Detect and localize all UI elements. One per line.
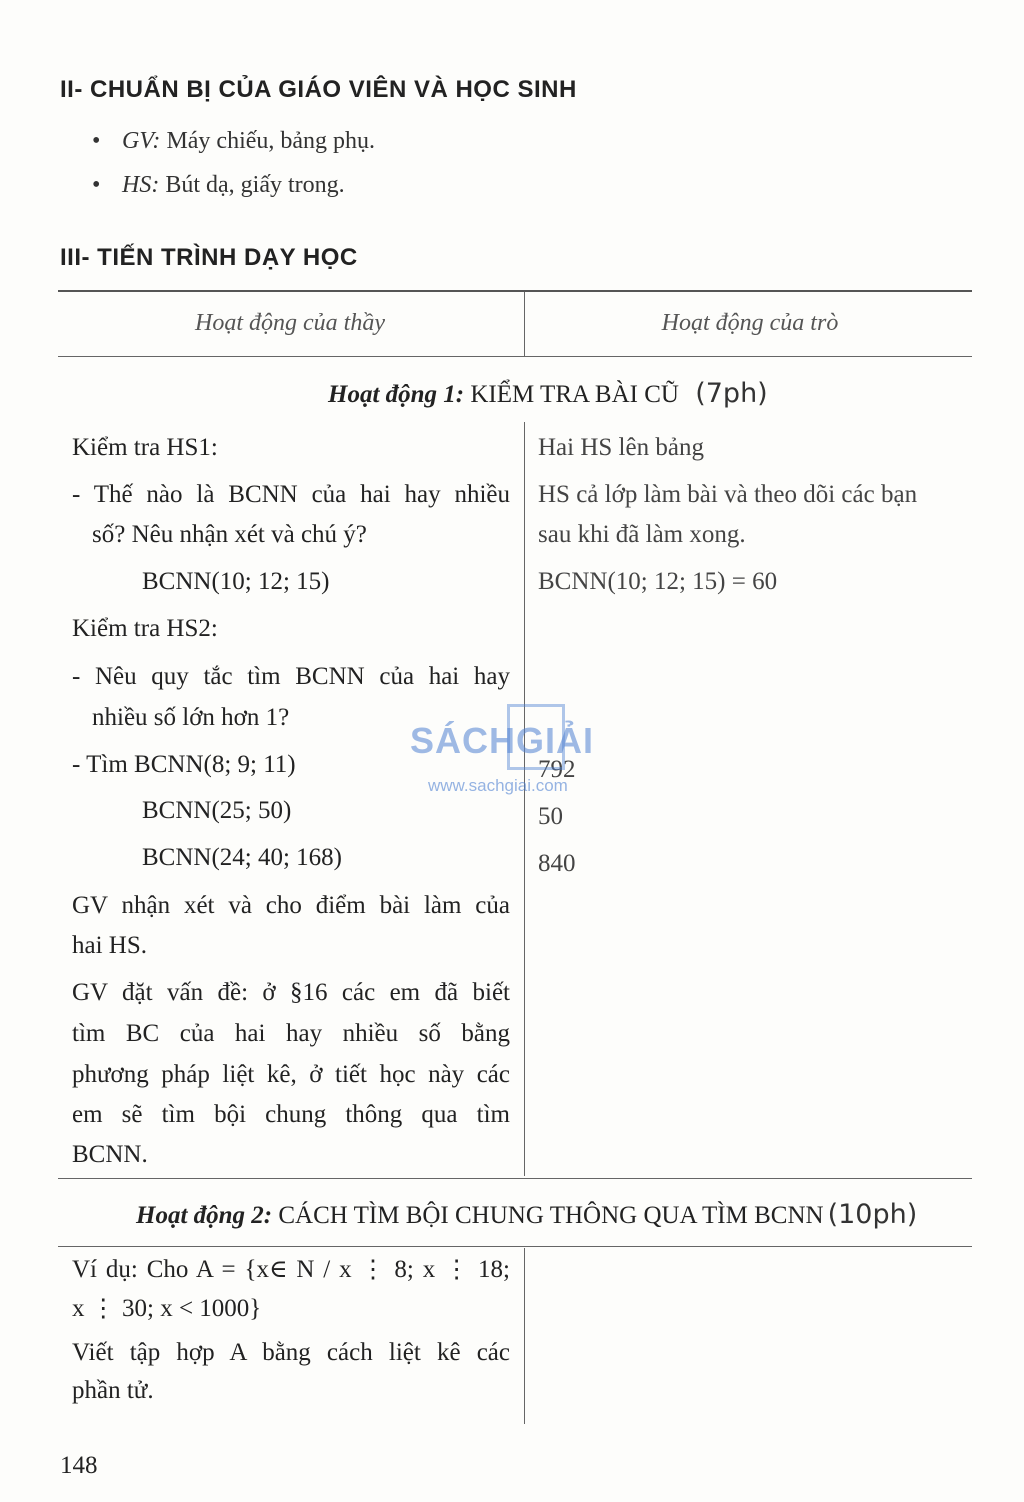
teacher-line: Kiểm tra HS1:	[72, 434, 218, 461]
teacher-line: Ví dụ: Cho A = {x∈ N / x ⋮ 8; x ⋮ 18;	[72, 1256, 510, 1283]
bullet-icon: •	[92, 172, 101, 198]
teacher-line: - Nêu quy tắc tìm BCNN của hai hay	[72, 663, 510, 690]
student-answer: 840	[538, 850, 576, 877]
header-student: Hoạt động của trò	[661, 310, 839, 336]
header-teacher: Hoạt động của thầy	[195, 310, 385, 336]
student-line: sau khi đã làm xong.	[538, 521, 746, 548]
activity-label: Hoạt động 2:	[136, 1202, 273, 1229]
watermark-text: SÁCHGIẢI	[410, 720, 595, 761]
teacher-line: Kiểm tra HS2:	[72, 615, 218, 642]
item-label: HS:	[122, 172, 160, 198]
teacher-line: BCNN(24; 40; 168)	[142, 844, 342, 871]
teacher-line: tìm BC của hai hay nhiều số bằng	[72, 1020, 510, 1047]
handwritten-note: (10ph)	[827, 1199, 918, 1230]
teacher-line: phần tử.	[72, 1377, 154, 1404]
page-number: 148	[60, 1452, 98, 1479]
activity-2-title	[136, 1199, 917, 1230]
teacher-line: BCNN(10; 12; 15)	[142, 568, 330, 595]
teacher-line: BCNN.	[72, 1141, 148, 1168]
section-2-heading: II- CHUẨN BỊ CỦA GIÁO VIÊN VÀ HỌC SINH	[60, 76, 577, 103]
item-text: Máy chiếu, bảng phụ.	[166, 128, 376, 154]
list-item	[92, 128, 375, 155]
column-divider	[524, 292, 525, 356]
teacher-line: GV đặt vấn đề: ở §16 các em đã biết	[72, 979, 510, 1006]
list-item	[92, 172, 345, 199]
teacher-line: Viết tập hợp A bằng cách liệt kê các	[72, 1339, 510, 1366]
column-divider	[524, 1248, 525, 1424]
bullet-icon: •	[92, 128, 101, 154]
handwritten-note: (7ph)	[695, 378, 768, 409]
teacher-line: GV nhận xét và cho điểm bài làm của	[72, 892, 510, 919]
activity-name: CÁCH TÌM BỘI CHUNG THÔNG QUA TÌM BCNN	[278, 1202, 824, 1229]
activity-divider	[58, 1246, 972, 1247]
teacher-line: em sẽ tìm bội chung thông qua tìm	[72, 1101, 510, 1128]
teacher-line: nhiều số lớn hơn 1?	[92, 704, 290, 731]
item-label: GV:	[122, 128, 161, 154]
activity-divider	[58, 1178, 972, 1179]
table-top-border	[58, 290, 972, 292]
student-answer: 50	[538, 803, 563, 830]
student-line: HS cả lớp làm bài và theo dõi các bạn	[538, 481, 918, 508]
item-text: Bút dạ, giấy trong.	[165, 172, 345, 198]
teacher-line: - Thế nào là BCNN của hai hay nhiều	[72, 481, 510, 508]
teacher-line: BCNN(25; 50)	[142, 797, 292, 824]
teacher-line: hai HS.	[72, 932, 147, 959]
activity-1-title	[328, 378, 768, 409]
table-header-border	[58, 356, 972, 357]
watermark-url: www.sachgiai.com	[428, 776, 568, 795]
teacher-line: x ⋮ 30; x < 1000}	[72, 1295, 262, 1322]
student-line: BCNN(10; 12; 15) = 60	[538, 568, 778, 595]
teacher-line: phương pháp liệt kê, ở tiết học này các	[72, 1061, 510, 1088]
teacher-line: số? Nêu nhận xét và chú ý?	[92, 521, 367, 548]
activity-label: Hoạt động 1:	[328, 381, 465, 408]
student-line: Hai HS lên bảng	[538, 434, 704, 461]
section-3-heading: III- TIẾN TRÌNH DẠY HỌC	[60, 244, 358, 271]
teacher-line: - Tìm BCNN(8; 9; 11)	[72, 751, 296, 778]
student-answer: 792	[538, 756, 576, 783]
watermark-logo	[410, 714, 620, 804]
activity-name: KIỂM TRA BÀI CŨ	[470, 381, 679, 408]
